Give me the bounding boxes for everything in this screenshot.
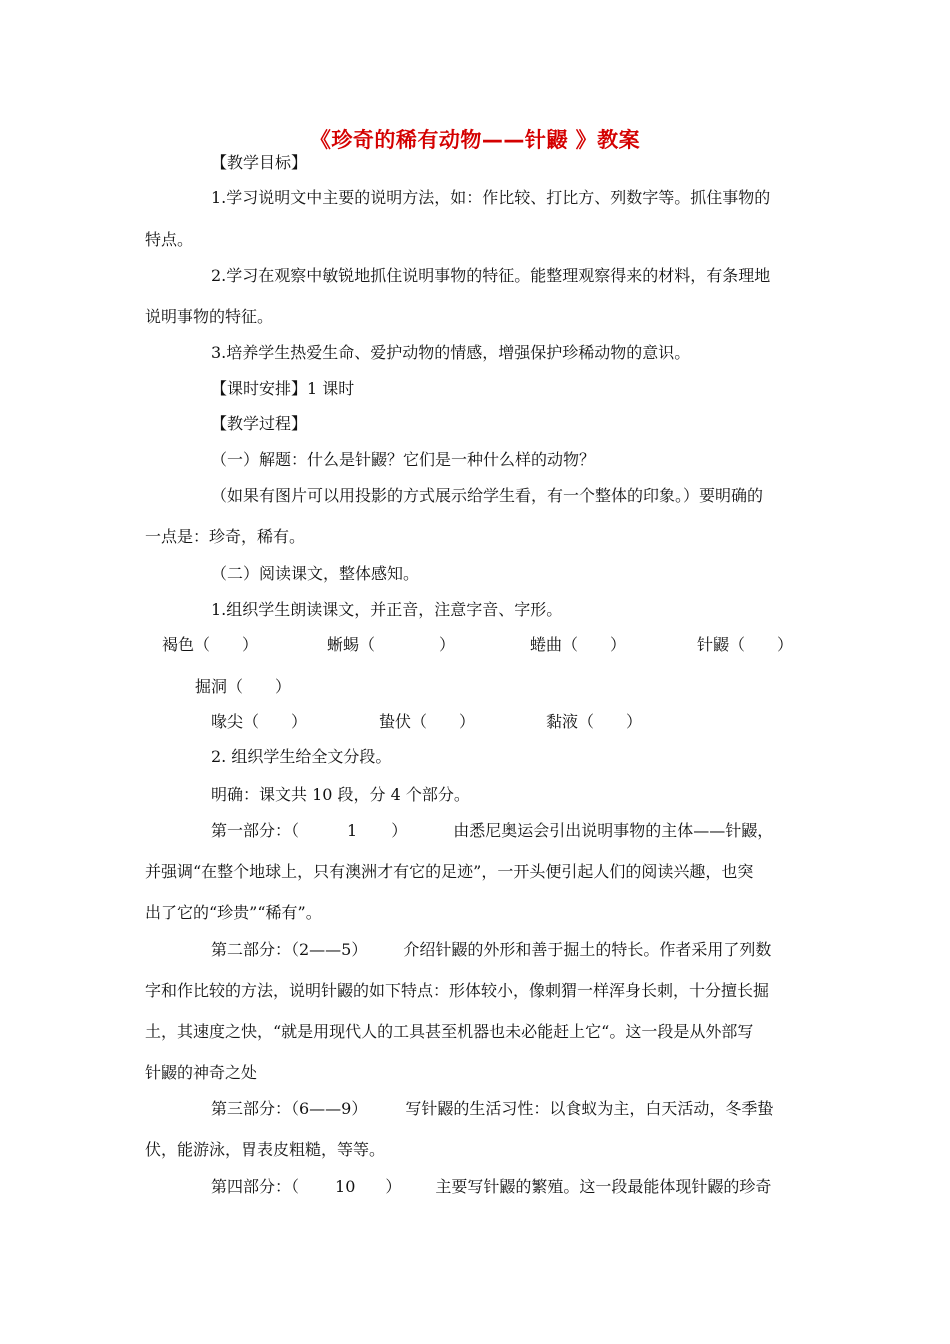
part-3-label: 第三部分：（6——9） bbox=[211, 1099, 368, 1118]
word-item: 褐色（ ） bbox=[162, 635, 259, 654]
part-2-text: 介绍针鼹的外形和善于掘土的特长。作者采用了列数 bbox=[403, 940, 772, 959]
part-1-text: 由悉尼奥运会引出说明事物的主体——针鼹， bbox=[453, 821, 774, 840]
part-4-text: 主要写针鼹的繁殖。这一段最能体现针鼹的珍奇 bbox=[435, 1177, 772, 1196]
part-3-line-1 bbox=[211, 1099, 773, 1119]
goals-heading: 【教学目标】 bbox=[211, 153, 308, 172]
step-2-item-2: 2. 组织学生给全文分段。 bbox=[211, 747, 392, 766]
part-4-label: 第四部分：（ bbox=[211, 1177, 300, 1196]
clarify: 明确：课文共 10 段，分 4 个部分。 bbox=[211, 785, 470, 804]
word-item: 黏液（ ） bbox=[546, 712, 643, 731]
page-title: 《珍奇的稀有动物——针鼹 》教案 bbox=[309, 128, 641, 152]
process-heading: 【教学过程】 bbox=[211, 414, 308, 433]
word-item: 掘洞（ ） bbox=[195, 677, 292, 696]
goal-2-line-1: 2.学习在观察中敏锐地抓住说明事物的特征。能整理观察得来的材料，有条理地 bbox=[211, 266, 771, 285]
schedule: 【课时安排】1 课时 bbox=[211, 379, 355, 398]
part-2-line-4: 针鼹的神奇之处 bbox=[145, 1063, 258, 1082]
part-1-line-3: 出了它的“珍贵”“稀有”。 bbox=[145, 903, 322, 922]
word-item: 针鼹（ ） bbox=[697, 635, 794, 654]
part-2-line-3: 土，其速度之快，“就是用现代人的工具甚至机器也未必能赶上它“。这一段是从外部写 bbox=[145, 1022, 754, 1041]
word-item: 蛰伏（ ） bbox=[379, 712, 476, 731]
part-1-number: 1 bbox=[347, 821, 358, 840]
part-1-line-1 bbox=[211, 821, 773, 841]
word-item: 蜷曲（ ） bbox=[530, 635, 627, 654]
goal-2-line-2: 说明事物的特征。 bbox=[145, 307, 274, 326]
step-1-note-line-2: 一点是：珍奇，稀有。 bbox=[145, 527, 306, 546]
part-2-line-1 bbox=[211, 940, 771, 960]
part-2-line-2: 字和作比较的方法，说明针鼹的如下特点：形体较小，像刺猬一样浑身长刺，十分擅长掘 bbox=[145, 981, 770, 1000]
part-4-line-1 bbox=[211, 1177, 771, 1197]
step-1: （一）解题：什么是针鼹？它们是一种什么样的动物？ bbox=[211, 450, 596, 469]
word-item: 喙尖（ ） bbox=[211, 712, 308, 731]
part-4-number: 10 bbox=[335, 1177, 356, 1196]
step-2-item-1: 1.组织学生朗读课文，并正音，注意字音、字形。 bbox=[211, 600, 563, 619]
part-1-line-2: 并强调“在整个地球上，只有澳洲才有它的足迹”，一开头便引起人们的阅读兴趣，也突 bbox=[145, 862, 754, 881]
part-4-close: ） bbox=[385, 1177, 402, 1196]
step-1-note-line-1: （如果有图片可以用投影的方式展示给学生看，有一个整体的印象。）要明确的 bbox=[211, 486, 764, 505]
step-2: （二）阅读课文，整体感知。 bbox=[211, 564, 420, 583]
goal-3: 3.培养学生热爱生命、爱护动物的情感，增强保护珍稀动物的意识。 bbox=[211, 343, 691, 362]
part-3-line-2: 伏，能游泳，胃表皮粗糙，等等。 bbox=[145, 1140, 386, 1159]
part-1-close: ） bbox=[391, 821, 408, 840]
part-2-label: 第二部分：（2——5） bbox=[211, 940, 368, 959]
part-3-text: 写针鼹的生活习性：以食蚁为主，白天活动，冬季蛰 bbox=[405, 1099, 774, 1118]
part-1-label: 第一部分：（ bbox=[211, 821, 300, 840]
word-item: 蜥蜴（ ） bbox=[327, 635, 456, 654]
goal-1-line-1: 1.学习说明文中主要的说明方法，如：作比较、打比方、列数字等。抓住事物的 bbox=[211, 188, 771, 207]
goal-1-line-2: 特点。 bbox=[145, 230, 194, 249]
